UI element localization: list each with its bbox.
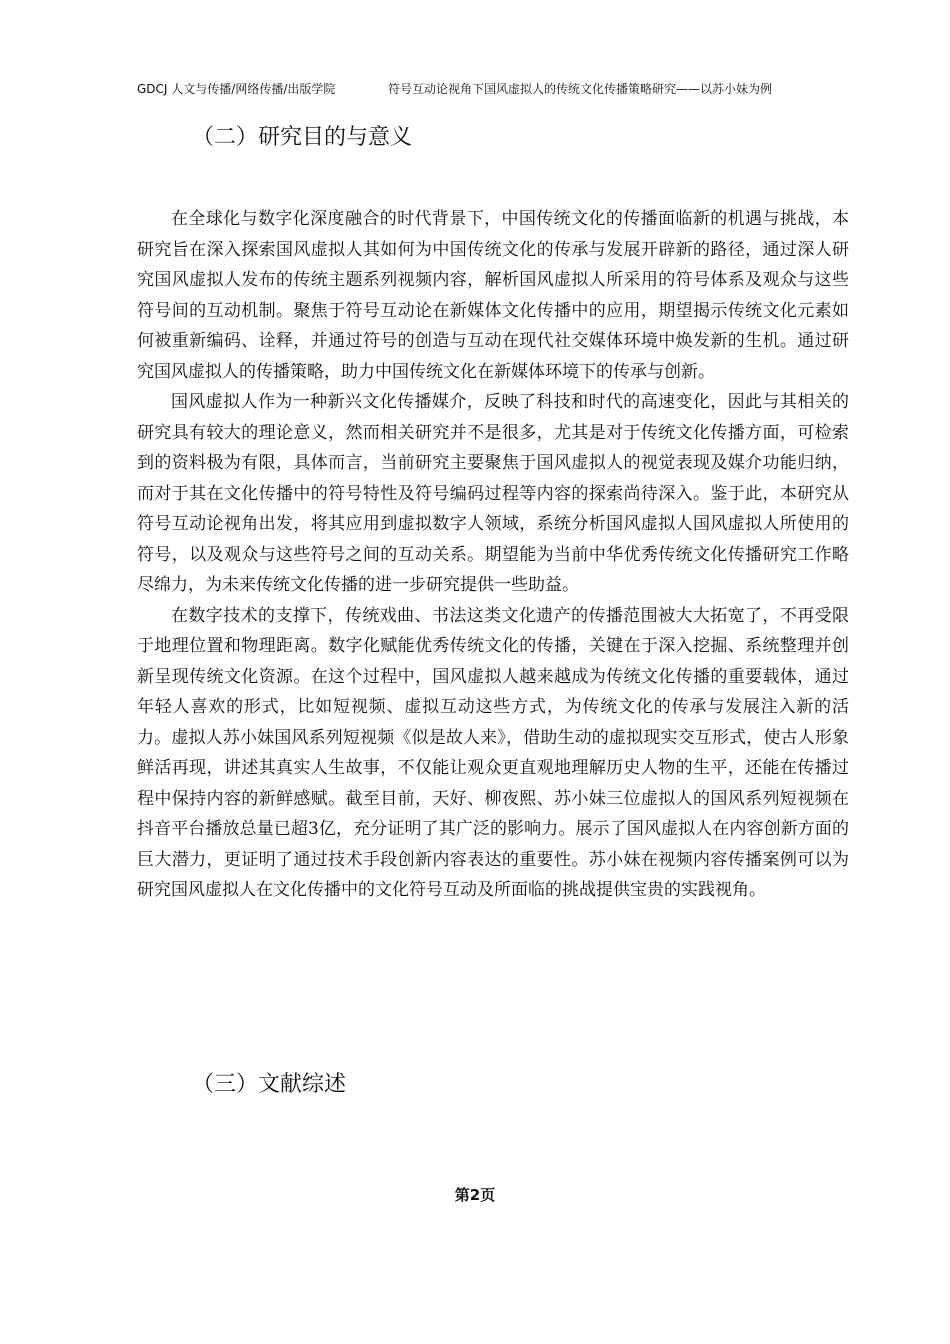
running-header-institution: GDCJ 人文与传播/网络传播/出版学院 bbox=[137, 82, 336, 96]
page-number: 第2页 bbox=[454, 1186, 496, 1204]
paragraph: 在全球化与数字化深度融合的时代背景下，中国传统文化的传播面临新的机遇与挑战，本研究旨在深入探索国风虚拟人其如何为中国传统文化的传承与发展开辟新的路径，通过深人研究国风虚拟人发布的传统主题系列视频内容，解析国风虚拟人所采用的符号体系及观众与这些符号间的互动机制。聚焦于符号互动论在新媒体文化传播中的应用，期望揭示传统文化元素如何被重新编码、诠释，并通过符号的创造与互动在现代社交媒体环境中焕发新的生机。通过研究国风虚拟人的传播策略，助力中国传统文化在新媒体环境下的传承与创新。 bbox=[137, 209, 849, 382]
paragraph: 国风虚拟人作为一种新兴文化传播媒介，反映了科技和时代的高速变化，因此与其相关的研究具有较大的理论意义，然而相关研究并不是很多，尤其是对于传统文化传播方面，可检索到的资料极为有限，具体而言，当前研究主要聚焦于国风虚拟人的视觉表现及媒介功能归纳，而对于其在文化传播中的符号特性及符号编码过程等内容的探索尚待深入。鉴于此，本研究从符号互动论视角出发，将其应用到虚拟数字人领域，系统分析国风虚拟人国风虚拟人所使用的符号，以及观众与这些符号之间的互动关系。期望能为当前中华优秀传统文化传播研究工作略尽绵力，为未来传统文化传播的进一步研究提供一些助益。 bbox=[137, 392, 849, 595]
section-heading-purpose: （二）研究目的与意义 bbox=[192, 125, 413, 150]
running-header-title: 符号互动论视角下国风虚拟人的传统文化传播策略研究——以苏小妹为例 bbox=[388, 82, 773, 96]
body-text bbox=[137, 204, 849, 906]
section-heading-literature-review: （三）文献综述 bbox=[192, 1072, 347, 1097]
paragraph: 在数字技术的支撑下，传统戏曲、书法这类文化遗产的传播范围被大大拓宽了，不再受限于地理位置和物理距离。数字化赋能优秀传统文化的传播，关键在于深入挖掘、系统整理并创新呈现传统文化资源。在这个过程中，国风虚拟人越来越成为传统文化传播的重要载体，通过年轻人喜欢的形式，比如短视频、虚拟互动这些方式，为传统文化的传承与发展注入新的活力。虚拟人苏小妹国风系列短视频《似是故人来》，借助生动的虚拟现实交互形式，使古人形象鲜活再现，讲述其真实人生故事，不仅能让观众更直观地理解历史人物的生平，还能在传播过程中保持内容的新鲜感赋。截至目前，天好、柳夜熙、苏小妹三位虚拟人的国风系列短视频在抖音平台播放总量已超3亿，充分证明了其广泛的影响力。展示了国风虚拟人在内容创新方面的巨大潜力，更证明了通过技术手段创新内容表达的重要性。苏小妹在视频内容传播案例可以为研究国风虚拟人在文化传播中的文化符号互动及所面临的挑战提供宝贵的实践视角。 bbox=[137, 605, 849, 900]
